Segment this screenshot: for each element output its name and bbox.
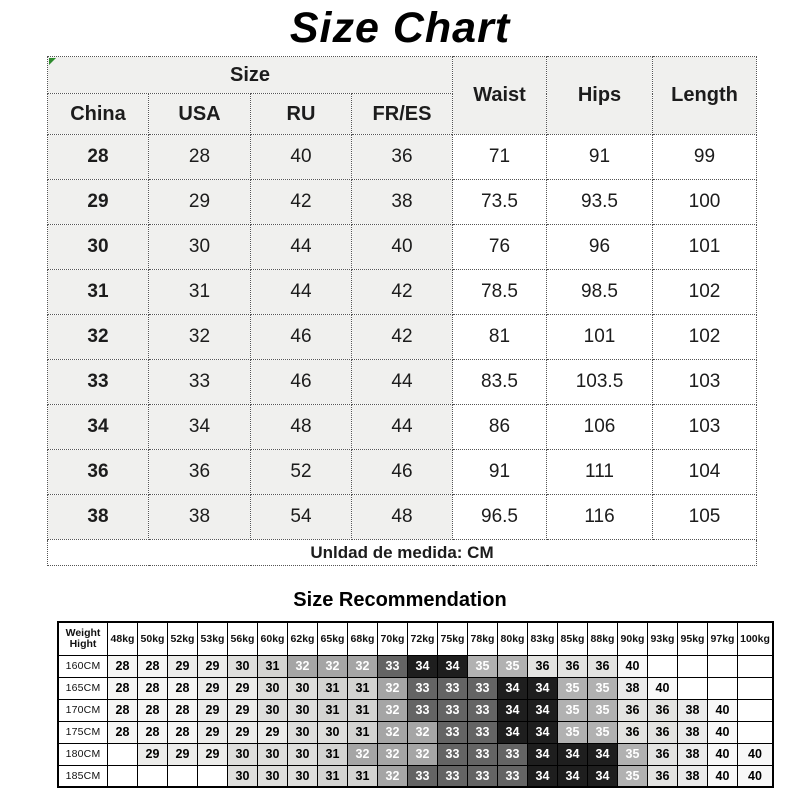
rec-table-body (58, 655, 773, 787)
recommendation-cell: 28 (108, 721, 138, 743)
unit-note-row (48, 540, 757, 566)
recommendation-cell: 30 (228, 655, 258, 677)
recommendation-cell: 30 (228, 765, 258, 787)
weight-header: 95kg (678, 622, 708, 655)
rec-table-row (58, 765, 773, 787)
recommendation-cell: 33 (408, 699, 438, 721)
weight-header: 88kg (588, 622, 618, 655)
size-cell: 40 (251, 135, 352, 180)
recommendation-cell: 28 (108, 677, 138, 699)
size-cell: 42 (352, 270, 453, 315)
size-cell: 103 (653, 360, 757, 405)
size-cell: 100 (653, 180, 757, 225)
recommendation-cell: 36 (618, 699, 648, 721)
recommendation-cell: 31 (318, 699, 348, 721)
recommendation-cell (138, 765, 168, 787)
height-label: 170CM (58, 699, 108, 721)
weight-header: 78kg (468, 622, 498, 655)
recommendation-cell: 32 (378, 765, 408, 787)
size-cell: 30 (149, 225, 251, 270)
recommendation-cell: 29 (198, 699, 228, 721)
excel-flag-icon (49, 58, 56, 65)
size-cell: 42 (352, 315, 453, 360)
weight-header: 60kg (258, 622, 288, 655)
recommendation-cell: 29 (198, 655, 228, 677)
size-cell: 81 (453, 315, 547, 360)
rec-table-row (58, 655, 773, 677)
recommendation-cell: 40 (708, 743, 738, 765)
size-cell: 31 (149, 270, 251, 315)
size-cell: 36 (149, 450, 251, 495)
recommendation-cell: 36 (588, 655, 618, 677)
size-table-header-row-1 (48, 57, 757, 94)
column-header-ru: RU (251, 94, 352, 135)
size-cell: 96.5 (453, 495, 547, 540)
column-header-waist: Waist (453, 57, 547, 135)
recommendation-cell: 28 (168, 677, 198, 699)
recommendation-cell: 35 (468, 655, 498, 677)
recommendation-cell: 33 (438, 699, 468, 721)
recommendation-cell: 36 (528, 655, 558, 677)
recommendation-cell: 33 (468, 699, 498, 721)
size-cell: 46 (251, 315, 352, 360)
size-cell: 86 (453, 405, 547, 450)
recommendation-cell: 40 (708, 765, 738, 787)
size-cell: 116 (547, 495, 653, 540)
recommendation-cell: 32 (318, 655, 348, 677)
recommendation-cell: 38 (678, 721, 708, 743)
recommendation-cell (738, 721, 774, 743)
size-recommendation-table (57, 621, 774, 788)
recommendation-cell: 30 (288, 721, 318, 743)
recommendation-cell: 32 (288, 655, 318, 677)
rec-table-row (58, 721, 773, 743)
size-chart-table (47, 56, 757, 566)
rec-table-row (58, 677, 773, 699)
size-cell: 103 (653, 405, 757, 450)
size-cell: 48 (251, 405, 352, 450)
recommendation-cell: 40 (708, 721, 738, 743)
recommendation-cell: 40 (708, 699, 738, 721)
recommendation-cell: 33 (438, 721, 468, 743)
size-cell: 38 (48, 495, 149, 540)
recommendation-cell: 28 (138, 721, 168, 743)
recommendation-cell: 34 (588, 765, 618, 787)
size-cell: 29 (149, 180, 251, 225)
recommendation-cell: 33 (438, 743, 468, 765)
recommendation-cell: 33 (408, 765, 438, 787)
recommendation-cell: 34 (528, 699, 558, 721)
recommendation-cell: 30 (258, 699, 288, 721)
size-cell: 76 (453, 225, 547, 270)
recommendation-cell: 32 (408, 743, 438, 765)
recommendation-cell: 36 (648, 765, 678, 787)
recommendation-cell: 30 (288, 699, 318, 721)
rec-table-row (58, 743, 773, 765)
size-cell: 36 (352, 135, 453, 180)
size-cell: 73.5 (453, 180, 547, 225)
recommendation-cell: 40 (648, 677, 678, 699)
size-cell: 91 (547, 135, 653, 180)
recommendation-cell: 29 (198, 677, 228, 699)
column-header-hips: Hips (547, 57, 653, 135)
height-label: 160CM (58, 655, 108, 677)
recommendation-cell (738, 699, 774, 721)
size-cell: 28 (48, 135, 149, 180)
size-cell: 71 (453, 135, 547, 180)
size-cell: 52 (251, 450, 352, 495)
corner-weight-label: Weight (65, 626, 101, 639)
recommendation-title: Size Recommendation (293, 589, 507, 611)
size-cell: 44 (251, 225, 352, 270)
size-cell: 44 (251, 270, 352, 315)
size-cell: 93.5 (547, 180, 653, 225)
height-label: 175CM (58, 721, 108, 743)
recommendation-cell: 29 (198, 721, 228, 743)
unit-note: Unldad de medida: CM (48, 540, 757, 566)
column-header-usa: USA (149, 94, 251, 135)
recommendation-cell: 36 (618, 721, 648, 743)
size-cell: 103.5 (547, 360, 653, 405)
weight-header: 72kg (408, 622, 438, 655)
recommendation-cell: 29 (168, 743, 198, 765)
recommendation-cell: 33 (438, 677, 468, 699)
size-table-row (48, 405, 757, 450)
recommendation-cell: 30 (288, 765, 318, 787)
weight-header: 90kg (618, 622, 648, 655)
size-cell: 98.5 (547, 270, 653, 315)
recommendation-cell: 28 (108, 699, 138, 721)
size-cell: 34 (149, 405, 251, 450)
recommendation-cell: 36 (648, 699, 678, 721)
recommendation-cell: 35 (558, 721, 588, 743)
size-cell: 34 (48, 405, 149, 450)
weight-header: 68kg (348, 622, 378, 655)
size-cell: 33 (149, 360, 251, 405)
recommendation-cell (708, 677, 738, 699)
recommendation-cell: 31 (348, 677, 378, 699)
weight-header: 56kg (228, 622, 258, 655)
height-label: 185CM (58, 765, 108, 787)
recommendation-cell: 35 (588, 721, 618, 743)
recommendation-cell: 35 (588, 699, 618, 721)
size-table-row (48, 315, 757, 360)
size-cell: 101 (653, 225, 757, 270)
recommendation-cell: 33 (498, 743, 528, 765)
recommendation-cell (648, 655, 678, 677)
recommendation-cell: 31 (348, 721, 378, 743)
size-cell: 102 (653, 315, 757, 360)
size-group-header (48, 57, 453, 94)
size-cell: 104 (653, 450, 757, 495)
weight-header: 48kg (108, 622, 138, 655)
recommendation-cell: 34 (558, 765, 588, 787)
size-table-row (48, 270, 757, 315)
weight-header: 70kg (378, 622, 408, 655)
recommendation-cell: 30 (228, 743, 258, 765)
recommendation-cell: 33 (468, 677, 498, 699)
size-cell: 91 (453, 450, 547, 495)
size-cell: 36 (48, 450, 149, 495)
recommendation-cell (168, 765, 198, 787)
recommendation-cell: 36 (648, 743, 678, 765)
recommendation-cell: 36 (648, 721, 678, 743)
recommendation-cell: 28 (138, 699, 168, 721)
recommendation-cell: 33 (378, 655, 408, 677)
recommendation-cell: 30 (258, 677, 288, 699)
recommendation-cell (738, 655, 774, 677)
column-header-length: Length (653, 57, 757, 135)
recommendation-cell: 33 (438, 765, 468, 787)
size-cell: 54 (251, 495, 352, 540)
recommendation-cell: 33 (468, 721, 498, 743)
recommendation-cell: 40 (618, 655, 648, 677)
weight-header: 93kg (648, 622, 678, 655)
size-table-row (48, 135, 757, 180)
recommendation-cell: 35 (558, 699, 588, 721)
recommendation-cell: 30 (258, 765, 288, 787)
recommendation-cell: 34 (438, 655, 468, 677)
recommendation-cell: 29 (228, 721, 258, 743)
recommendation-cell: 28 (168, 699, 198, 721)
size-cell: 101 (547, 315, 653, 360)
height-label: 180CM (58, 743, 108, 765)
recommendation-cell: 31 (348, 699, 378, 721)
recommendation-cell: 29 (138, 743, 168, 765)
column-header-china: China (48, 94, 149, 135)
weight-header: 97kg (708, 622, 738, 655)
weight-header: 62kg (288, 622, 318, 655)
recommendation-cell: 32 (378, 677, 408, 699)
size-cell: 102 (653, 270, 757, 315)
recommendation-cell: 36 (558, 655, 588, 677)
recommendation-cell (198, 765, 228, 787)
recommendation-cell: 40 (738, 743, 774, 765)
recommendation-cell: 31 (318, 743, 348, 765)
weight-header: 83kg (528, 622, 558, 655)
size-cell: 44 (352, 360, 453, 405)
recommendation-cell: 35 (588, 677, 618, 699)
size-cell: 46 (251, 360, 352, 405)
recommendation-cell: 33 (498, 765, 528, 787)
size-cell: 30 (48, 225, 149, 270)
recommendation-cell: 38 (678, 743, 708, 765)
recommendation-cell (738, 677, 774, 699)
weight-header: 80kg (498, 622, 528, 655)
recommendation-cell: 34 (528, 765, 558, 787)
corner-hight-label: Hight (69, 637, 97, 650)
size-cell: 33 (48, 360, 149, 405)
size-cell: 31 (48, 270, 149, 315)
rec-table-row (58, 699, 773, 721)
recommendation-cell: 33 (468, 743, 498, 765)
size-cell: 44 (352, 405, 453, 450)
recommendation-cell: 32 (378, 699, 408, 721)
recommendation-cell: 34 (588, 743, 618, 765)
recommendation-cell: 29 (198, 743, 228, 765)
size-cell: 96 (547, 225, 653, 270)
recommendation-cell: 32 (348, 655, 378, 677)
weight-header: 52kg (168, 622, 198, 655)
size-cell: 32 (48, 315, 149, 360)
column-header-fres: FR/ES (352, 94, 453, 135)
recommendation-cell: 34 (528, 677, 558, 699)
size-cell: 40 (352, 225, 453, 270)
recommendation-cell: 29 (228, 677, 258, 699)
recommendation-cell: 28 (168, 721, 198, 743)
size-cell: 32 (149, 315, 251, 360)
recommendation-cell: 29 (168, 655, 198, 677)
height-label: 165CM (58, 677, 108, 699)
size-cell: 29 (48, 180, 149, 225)
recommendation-cell: 34 (528, 743, 558, 765)
recommendation-cell: 31 (348, 765, 378, 787)
recommendation-cell: 31 (318, 765, 348, 787)
size-table-row (48, 360, 757, 405)
recommendation-cell: 35 (618, 765, 648, 787)
size-table-row (48, 450, 757, 495)
recommendation-cell: 38 (618, 677, 648, 699)
recommendation-cell: 34 (408, 655, 438, 677)
recommendation-cell: 32 (378, 743, 408, 765)
rec-header-row (58, 622, 773, 655)
recommendation-cell: 29 (228, 699, 258, 721)
recommendation-cell: 31 (258, 655, 288, 677)
recommendation-cell: 34 (558, 743, 588, 765)
recommendation-cell: 35 (618, 743, 648, 765)
size-group-label: Size (229, 63, 271, 86)
size-cell: 46 (352, 450, 453, 495)
recommendation-cell: 35 (498, 655, 528, 677)
recommendation-cell: 30 (258, 743, 288, 765)
recommendation-cell: 40 (738, 765, 774, 787)
recommendation-cell (678, 677, 708, 699)
recommendation-cell: 34 (498, 699, 528, 721)
recommendation-cell: 34 (498, 721, 528, 743)
recommendation-cell: 38 (678, 765, 708, 787)
recommendation-cell: 33 (468, 765, 498, 787)
size-cell: 42 (251, 180, 352, 225)
recommendation-cell: 32 (408, 721, 438, 743)
size-cell: 99 (653, 135, 757, 180)
weight-header: 50kg (138, 622, 168, 655)
size-cell: 28 (149, 135, 251, 180)
size-cell: 106 (547, 405, 653, 450)
recommendation-cell: 30 (288, 677, 318, 699)
weight-header: 65kg (318, 622, 348, 655)
weight-header: 53kg (198, 622, 228, 655)
recommendation-cell: 28 (138, 677, 168, 699)
weight-header: 100kg (738, 622, 774, 655)
size-table-row (48, 225, 757, 270)
recommendation-cell (108, 765, 138, 787)
size-cell: 38 (149, 495, 251, 540)
recommendation-cell: 34 (498, 677, 528, 699)
recommendation-cell: 32 (378, 721, 408, 743)
size-table-row (48, 180, 757, 225)
size-cell: 111 (547, 450, 653, 495)
recommendation-cell: 28 (138, 655, 168, 677)
recommendation-cell: 38 (678, 699, 708, 721)
recommendation-cell: 34 (528, 721, 558, 743)
corner-header-weight-hight (58, 622, 108, 655)
size-cell: 38 (352, 180, 453, 225)
size-cell: 83.5 (453, 360, 547, 405)
page-title: Size Chart (289, 4, 511, 52)
recommendation-cell: 31 (318, 677, 348, 699)
weight-header: 75kg (438, 622, 468, 655)
size-table-body (48, 135, 757, 540)
recommendation-cell: 30 (318, 721, 348, 743)
recommendation-cell: 28 (108, 655, 138, 677)
size-cell: 48 (352, 495, 453, 540)
recommendation-cell: 35 (558, 677, 588, 699)
size-cell: 105 (653, 495, 757, 540)
recommendation-cell: 33 (408, 677, 438, 699)
recommendation-cell: 29 (258, 721, 288, 743)
recommendation-cell (108, 743, 138, 765)
recommendation-cell (678, 655, 708, 677)
weight-header: 85kg (558, 622, 588, 655)
size-cell: 78.5 (453, 270, 547, 315)
recommendation-cell: 30 (288, 743, 318, 765)
size-table-row (48, 495, 757, 540)
recommendation-cell: 32 (348, 743, 378, 765)
recommendation-cell (708, 655, 738, 677)
